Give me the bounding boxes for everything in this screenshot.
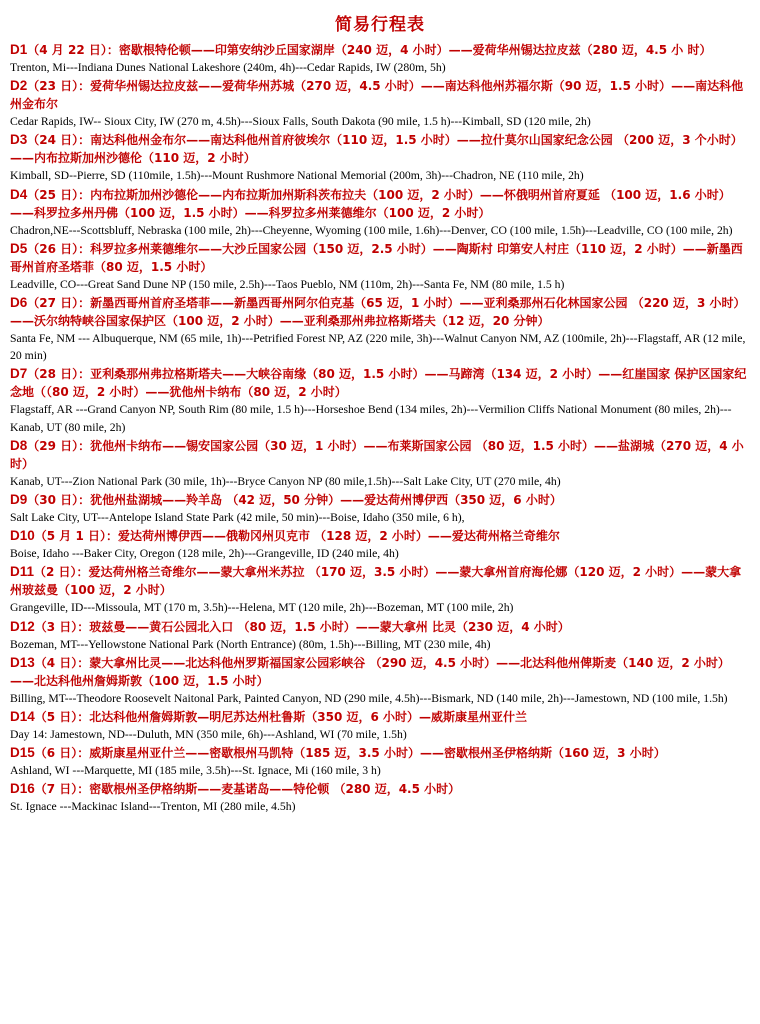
- day-entry: [10, 744, 750, 779]
- day-entry: [10, 708, 750, 743]
- day-route-english: Bozeman, MT---Yellowstone National Park (North Entrance) (80m, 1.5h)---Billing, MT (230 mile, 4h): [10, 637, 491, 651]
- day-entry: [10, 240, 750, 293]
- day-route-english: Kanab, UT---Zion National Park (30 mile, 1h)---Bryce Canyon NP (80 mile,1.5h)---Salt Lake City, UT (270 mile, 4h): [10, 474, 561, 488]
- day-route-chinese-text: （3 日）：玻兹曼——黄石公园北入口 （80 迈，1.5 小时）——蒙大拿州 比灵（230 迈，4 小时）: [34, 619, 570, 634]
- day-route-chinese: [10, 77, 750, 113]
- day-route-chinese-text: （2 日）：爱达荷州格兰奇维尔——蒙大拿州米苏拉 （170 迈，3.5 小时）——蒙大拿州首府海伦娜（120 迈，2 小时）——蒙大拿州玻兹曼（100 迈，2 小时）: [10, 565, 742, 598]
- day-code: D14: [10, 709, 35, 725]
- day-code: D1: [10, 42, 28, 57]
- day-route-chinese: [10, 654, 750, 690]
- day-route-chinese-text: （29 日）：犹他州卡纳布——锡安国家公园（30 迈，1 小时）——布莱斯国家公园 （80 迈，1.5 小时）——盐湖城（270 迈，4 小时）: [10, 438, 744, 471]
- day-entry: [10, 77, 750, 130]
- day-route-english: Day 14: Jamestown, ND---Duluth, MN (350 mile, 6h)---Ashland, WI (70 mile, 1.5h): [10, 728, 407, 742]
- day-entry: [10, 186, 750, 239]
- day-code: D12: [10, 618, 35, 634]
- day-route-chinese-text: （4 日）：蒙大拿州比灵——北达科他州罗斯福国家公园彩峡谷 （290 迈，4.5 小时）——北达科他州俾斯麦（140 迈，2 小时）——北达科他州詹姆斯敦（100 迈，1.5 小时）: [10, 655, 730, 688]
- day-route-chinese-text: （28 日）：亚利桑那州弗拉格斯塔夫——大峡谷南缘（80 迈，1.5 小时）——马蹄湾（134 迈，2 小时）——红崖国家 保护区国家纪念地（（80 迈，2 小时）——犹他州卡纳布（80 迈，2 小时）: [10, 367, 747, 400]
- day-route-chinese-text: （5 日）：北达科他州詹姆斯敦—明尼苏达州杜鲁斯（350 迈，6 小时）—威斯康星州亚什兰: [34, 710, 528, 725]
- day-entry: [10, 654, 750, 707]
- day-entry: [10, 365, 750, 435]
- day-route-chinese: [10, 780, 750, 798]
- day-route-english: Leadville, CO---Great Sand Dune NP (150 mile, 2.5h)---Taos Pueblo, NM (110m, 2h)---Santa Fe, NM (80 mile, 1.5 h): [10, 277, 565, 291]
- day-route-english: Cedar Rapids, IW-- Sioux City, IW (270 m, 4.5h)---Sioux Falls, South Dakota (90 mile, 1.5 h)---Kimball, SD (120 mile, 2h): [10, 115, 591, 129]
- day-route-chinese: [10, 744, 750, 762]
- day-route-chinese: [10, 365, 750, 401]
- day-route-chinese: [10, 491, 750, 509]
- day-route-chinese-text: （23 日）：爱荷华州锡达拉皮兹——爱荷华州苏城（270 迈，4.5 小时）——南达科他州苏福尔斯（90 迈，1.5 小时）——南达科他州金布尔: [10, 79, 744, 112]
- day-route-chinese-text: （25 日）：内布拉斯加州沙德伦——内布拉斯加州斯科茨布拉夫（100 迈，2 小时）——怀俄明州首府夏延 （100 迈，1.6 小时）——科罗拉多州丹佛（100 迈，1.5 小时）——科罗拉多州莱德维尔（100 迈，2 小时）: [10, 187, 731, 220]
- day-route-english: Flagstaff, AR ---Grand Canyon NP, South Rim (80 mile, 1.5 h)---Horseshoe Bend (134 miles, 2h)---Vermilion Cliffs National Monument (80 miles, 2h)---Kanab, UT (80 mile, 2h): [10, 403, 732, 434]
- day-route-chinese: [10, 708, 750, 726]
- day-route-chinese: [10, 240, 750, 276]
- day-route-chinese: [10, 41, 750, 59]
- day-code: D8: [10, 437, 28, 453]
- day-code: D3: [10, 132, 28, 148]
- day-route-chinese: [10, 437, 750, 473]
- day-code: D9: [10, 492, 28, 508]
- day-code: D11: [10, 564, 35, 580]
- day-route-chinese-text: （4 月 22 日）：密歇根特伦顿——印第安纳沙丘国家湖岸（240 迈，4 小时）——爱荷华州锡达拉皮兹（280 迈，4.5 小 时）: [27, 43, 712, 57]
- day-route-chinese: [10, 618, 750, 636]
- day-code: D15: [10, 745, 35, 761]
- day-route-chinese-text: （26 日）：科罗拉多州莱德维尔——大沙丘国家公园（150 迈，2.5 小时）——陶斯村 印第安人村庄（110 迈，2 小时）——新墨西哥州首府圣塔菲（80 迈，1.5 小时）: [10, 241, 743, 274]
- day-route-english: Ashland, WI ---Marquette, MI (185 mile, 3.5h)---St. Ignace, Mi (160 mile, 3 h): [10, 764, 381, 778]
- day-code: D7: [10, 366, 28, 382]
- page-title: 简易行程表: [335, 15, 425, 35]
- day-route-chinese-text: （6 日）：威斯康星州亚什兰——密歇根州马凯特（185 迈，3.5 小时）——密歇根州圣伊格纳斯（160 迈，3 小时）: [34, 746, 666, 761]
- day-route-chinese: [10, 563, 750, 599]
- day-route-english: Grangeville, ID---Missoula, MT (170 m, 3.5h)---Helena, MT (120 mile, 2h)---Bozeman, MT (100 mile, 2h): [10, 601, 514, 615]
- day-route-english: Billing, MT---Theodore Roosevelt Naitonal Park, Painted Canyon, ND (290 mile, 4.5h)---Bismark, ND (140 mile, 2h)---Jamestown, ND (100 mile, 1.5h): [10, 691, 728, 705]
- day-route-english: Trenton, Mi---Indiana Dunes National Lakeshore (240m, 4h)---Cedar Rapids, IW (280m, 5h): [10, 61, 446, 74]
- day-code: D2: [10, 78, 28, 94]
- day-route-chinese-text: （7 日）：密歇根州圣伊格纳斯——麦基诺岛——特伦顿 （280 迈，4.5 小时）: [34, 782, 461, 797]
- day-entry: [10, 527, 750, 562]
- day-route-english: Salt Lake City, UT---Antelope Island State Park (42 mile, 50 min)---Boise, Idaho (350 mile, 6 h),: [10, 511, 465, 525]
- day-code: D6: [10, 295, 28, 311]
- day-code: D10: [10, 528, 35, 544]
- day-entry: [10, 437, 750, 490]
- day-route-english: Kimball, SD--Pierre, SD (110mile, 1.5h)---Mount Rushmore National Memorial (200m, 3h)---Chadron, NE (110 mile, 2h): [10, 169, 584, 183]
- day-entry: [10, 780, 750, 815]
- day-route-english: St. Ignace ---Mackinac Island---Trenton, MI (280 mile, 4.5h): [10, 800, 296, 814]
- day-route-chinese: [10, 131, 750, 167]
- day-entry: [10, 131, 750, 184]
- day-route-english: Santa Fe, NM --- Albuquerque, NM (65 mile, 1h)---Petrified Forest NP, AZ (220 mile, 3h)---Walnut Canyon NM, AZ (100mile, 2h)---Flagstaff, AR (12 mile, 20 min): [10, 332, 746, 363]
- day-route-chinese-text: （5 月 1 日）：爱达荷州博伊西——俄勒冈州贝克市 （128 迈，2 小时）——爱达荷州格兰奇维尔: [34, 529, 560, 544]
- day-entry: [10, 41, 750, 76]
- day-route-chinese-text: （30 日）：犹他州盐湖城——羚羊岛 （42 迈，50 分钟）——爱达荷州博伊西（350 迈，6 小时）: [27, 493, 562, 508]
- day-code: D4: [10, 186, 28, 202]
- day-entry: [10, 563, 750, 616]
- day-route-chinese: [10, 186, 750, 222]
- day-entry: [10, 491, 750, 526]
- day-route-chinese: [10, 294, 750, 330]
- day-code: D16: [10, 781, 35, 797]
- day-route-chinese-text: （27 日）：新墨西哥州首府圣塔菲——新墨西哥州阿尔伯克基（65 迈，1 小时）——亚利桑那州石化林国家公园 （220 迈，3 小时）——沃尔纳特峡谷国家保护区（100 迈，2 小时）——亚利桑那州弗拉格斯塔夫（12 迈，20 分钟）: [10, 296, 746, 329]
- day-entry: [10, 618, 750, 653]
- day-route-chinese: [10, 527, 750, 545]
- day-entry: [10, 294, 750, 364]
- day-route-english: Boise, Idaho ---Baker City, Oregon (128 mile, 2h)---Grangeville, ID (240 mile, 4h): [10, 547, 399, 561]
- itinerary-list: [10, 41, 750, 816]
- day-code: D5: [10, 240, 28, 256]
- day-route-chinese-text: （24 日）：南达科他州金布尔——南达科他州首府彼埃尔（110 迈，1.5 小时）——拉什莫尔山国家纪念公园 （200 迈，3 个小时）——内布拉斯加州沙德伦（110 迈，2 小时）: [10, 133, 743, 166]
- day-code: D13: [10, 654, 35, 670]
- day-route-english: Chadron,NE---Scottsbluff, Nebraska (100 mile, 2h)---Cheyenne, Wyoming (100 mile, 1.6h)---Denver, CO (100 mile, 1.5h)---Leadville, CO (100 mile, 2h): [10, 223, 733, 237]
